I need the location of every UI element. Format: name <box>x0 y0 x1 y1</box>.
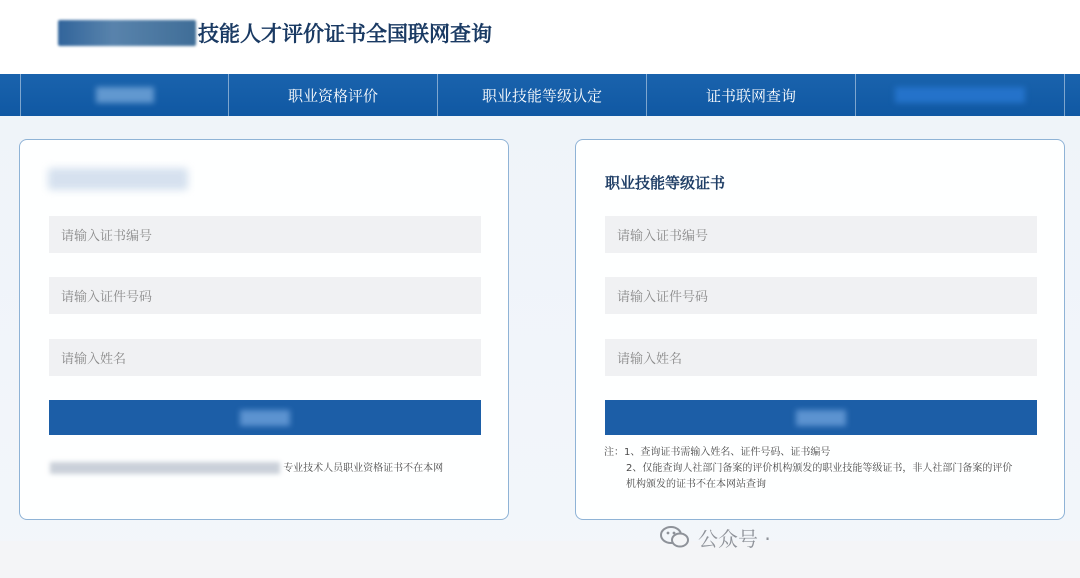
site-title-text: 技能人才评价证书全国联网查询 <box>198 22 492 46</box>
placeholder-text: 请输入证件号码 <box>61 290 153 305</box>
qualification-cert-panel <box>19 139 509 520</box>
blurred-panel-title <box>48 168 188 190</box>
cert-number-input[interactable] <box>605 216 1037 253</box>
nav-item-other[interactable] <box>856 74 1065 116</box>
query-button[interactable] <box>49 400 481 435</box>
id-number-input[interactable] <box>605 277 1037 314</box>
placeholder-text: 请输入证件号码 <box>617 290 709 305</box>
main-nav <box>0 74 1080 116</box>
placeholder-text: 请输入证书编号 <box>61 229 153 244</box>
name-input[interactable] <box>605 339 1037 376</box>
panel-title: 职业技能等级证书 <box>605 174 726 192</box>
blurred-title-prefix <box>58 20 196 46</box>
wechat-watermark <box>660 520 771 554</box>
blurred-note-text <box>50 462 280 474</box>
nav-item-qualification[interactable] <box>229 74 438 116</box>
site-title <box>58 17 492 49</box>
placeholder-text: 请输入证书编号 <box>617 229 709 244</box>
nav-item-skill-level[interactable] <box>438 74 647 116</box>
cert-number-input[interactable] <box>49 216 481 253</box>
placeholder-text: 请输入姓名 <box>617 352 683 367</box>
skill-level-cert-panel <box>575 139 1065 520</box>
query-note <box>50 461 490 477</box>
name-input[interactable] <box>49 339 481 376</box>
nav-item-cert-query[interactable] <box>647 74 856 116</box>
nav-item-home[interactable] <box>20 74 229 116</box>
query-note <box>604 445 1044 493</box>
nav-item-label: 证书联网查询 <box>705 86 796 105</box>
wechat-icon <box>660 525 690 549</box>
blurred-nav-label <box>96 87 154 103</box>
blurred-button-label <box>796 410 846 426</box>
note-text: 专业技术人员职业资格证书不在本网 <box>283 463 444 474</box>
blurred-button-label <box>240 410 290 426</box>
note-line: 2、仅能查询人社部门备案的评价机构颁发的职业技能等级证书，非人社部门备案的评价 <box>626 463 1013 474</box>
site-header <box>0 0 1080 74</box>
note-line: 机构颁发的证书不在本网站查询 <box>626 479 766 490</box>
watermark-text: 公众号 · <box>698 526 771 551</box>
note-line: 1、查询证书需输入姓名、证件号码、证书编号 <box>624 447 831 458</box>
nav-item-label: 职业资格评价 <box>287 86 378 105</box>
nav-item-label: 职业技能等级认定 <box>481 86 602 105</box>
placeholder-text: 请输入姓名 <box>61 352 127 367</box>
page-footer-strip <box>0 541 1080 578</box>
query-button[interactable] <box>605 400 1037 435</box>
id-number-input[interactable] <box>49 277 481 314</box>
note-prefix: 注： <box>604 447 624 458</box>
blurred-nav-label <box>895 87 1025 103</box>
